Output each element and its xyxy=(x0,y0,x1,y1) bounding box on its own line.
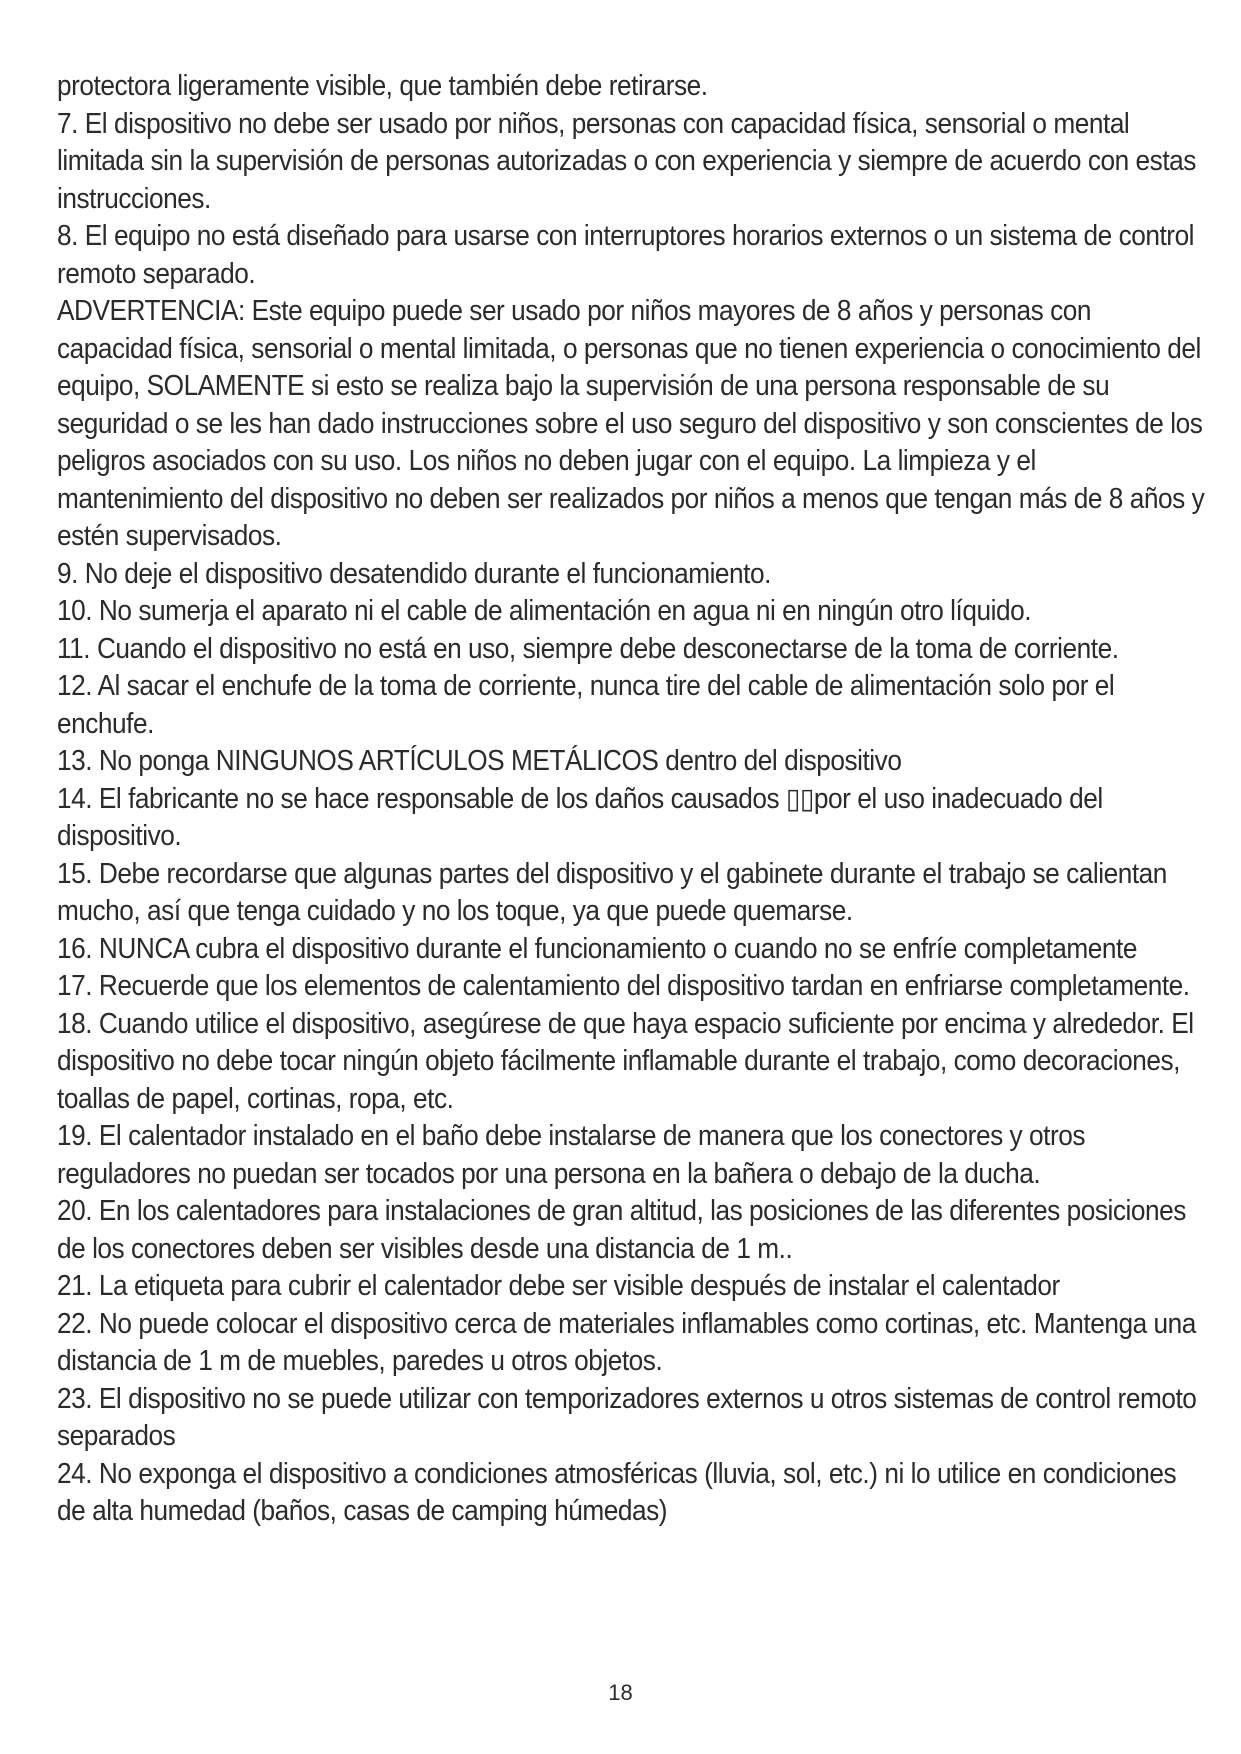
paragraph-item-19: 19. El calentador instalado en el baño debe instalarse de manera que los conectores y otros reguladores no puedan ser tocados por una persona en la bañera o debajo de la ducha. xyxy=(57,1120,1086,1190)
paragraph-item-15: 15. Debe recordarse que algunas partes del dispositivo y el gabinete durante el trabajo se calientan mucho, así que tenga cuidado y no los toque, ya que puede quemarse. xyxy=(57,857,1167,927)
paragraph-item-8: 8. El equipo no está diseñado para usarse con interruptores horarios externos o un sistema de control remoto separado. xyxy=(57,220,1195,290)
paragraph-item-18: 18. Cuando utilice el dispositivo, asegúrese de que haya espacio suficiente por encima y alrededor. El dispositivo no debe tocar ningún objeto fácilmente inflamable durante el trabajo, como decoraciones, toallas de papel, cortinas, ropa, etc. xyxy=(57,1007,1194,1115)
paragraph-item-7: 7. El dispositivo no debe ser usado por niños, personas con capacidad física, sensorial o mental limitada sin la supervisión de personas autorizadas o con experiencia y siempre de acuerdo con estas instrucciones. xyxy=(57,107,1196,215)
paragraph-item-20: 20. En los calentadores para instalaciones de gran altitud, las posiciones de las diferentes posiciones de los conectores deben ser visibles desde una distancia de 1 m.. xyxy=(57,1195,1186,1265)
paragraph-item-23: 23. El dispositivo no se puede utilizar con temporizadores externos u otros sistemas de control remoto separados xyxy=(57,1382,1197,1452)
paragraph-item-12: 12. Al sacar el enchufe de la toma de corriente, nunca tire del cable de alimentación solo por el enchufe. xyxy=(57,670,1115,740)
paragraph-item-22: 22. No puede colocar el dispositivo cerca de materiales inflamables como cortinas, etc. Mantenga una distancia de 1 m de muebles, paredes u otros objetos. xyxy=(57,1307,1196,1377)
paragraph-item-13: 13. No ponga NINGUNOS ARTÍCULOS METÁLICOS dentro del dispositivo xyxy=(57,745,902,777)
paragraph-item-16: 16. NUNCA cubra el dispositivo durante el funcionamiento o cuando no se enfríe completamente xyxy=(57,932,1137,965)
paragraph-warning: ADVERTENCIA: Este equipo puede ser usado por niños mayores de 8 años y personas con capacidad física, sensorial o mental limitada, o personas que no tienen experiencia o conocimiento del equipo, SOLAMENTE si esto se realiza bajo la supervisión de una persona responsable de su seguridad o se les han dado instrucciones sobre el uso seguro del dispositivo y son conscientes de los peligros asociados con su uso. Los niños no deben jugar con el equipo. La limpieza y el mantenimiento del dispositivo no deben ser realizados por niños a menos que tengan más de 8 años y estén supervisados. xyxy=(57,295,1205,552)
page-number: 18 xyxy=(608,1680,633,1705)
document-body xyxy=(57,68,1207,1531)
paragraph-item-9: 9. No deje el dispositivo desatendido durante el funcionamiento. xyxy=(57,557,771,590)
paragraph-item-24: 24. No exponga el dispositivo a condiciones atmosféricas (lluvia, sol, etc.) ni lo utilice en condiciones de alta humedad (baños, casas de camping húmedas) xyxy=(57,1457,1177,1527)
paragraph-item-17: 17. Recuerde que los elementos de calentamiento del dispositivo tardan en enfriarse completamente. xyxy=(57,970,1190,1002)
paragraph-continuation: protectora ligeramente visible, que también debe retirarse. xyxy=(57,70,708,102)
paragraph-item-10: 10. No sumerja el aparato ni el cable de alimentación en agua ni en ningún otro líquido. xyxy=(57,595,1032,627)
paragraph-item-14: 14. El fabricante no se hace responsable de los daños causados ▯▯por el uso inadecuado del dispositivo. xyxy=(57,782,1103,852)
paragraph-item-11: 11. Cuando el dispositivo no está en uso, siempre debe desconectarse de la toma de corriente. xyxy=(57,632,1119,665)
paragraph-item-21: 21. La etiqueta para cubrir el calentador debe ser visible después de instalar el calentador xyxy=(57,1270,1060,1302)
